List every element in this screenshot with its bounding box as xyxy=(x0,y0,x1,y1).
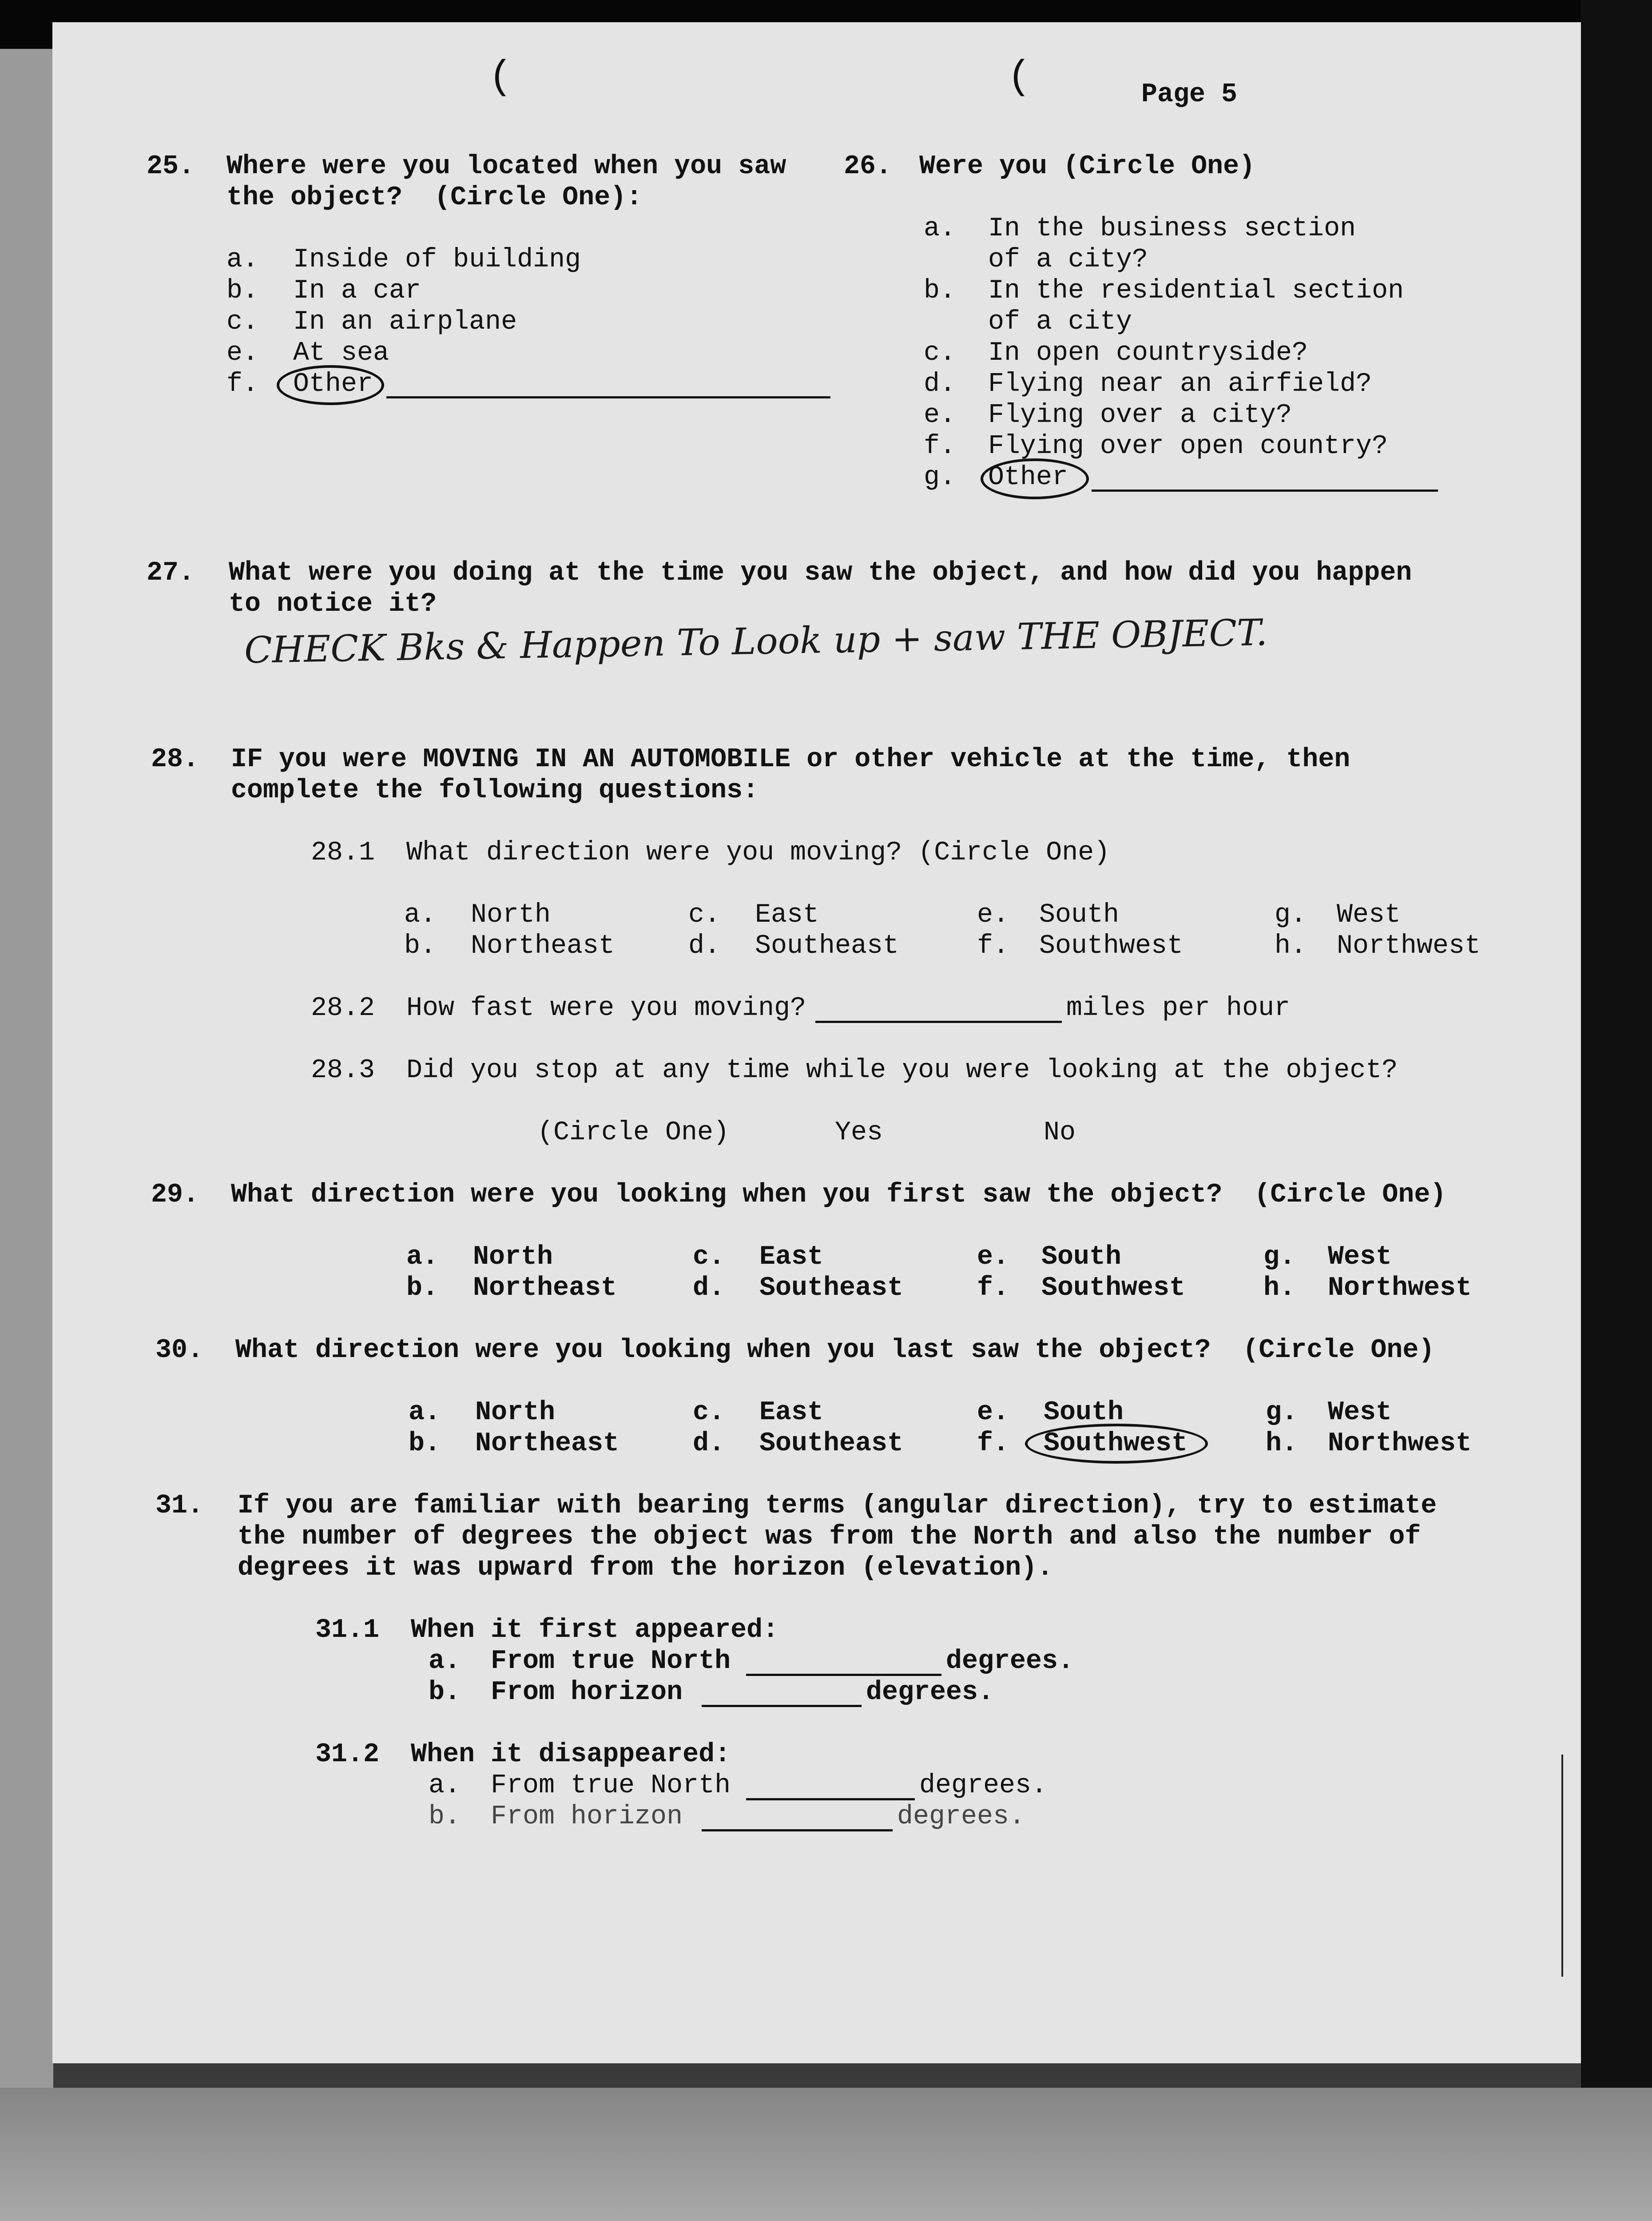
q25-option-text[interactable]: In a car xyxy=(293,276,421,306)
q31-2-b-blank[interactable] xyxy=(702,1829,893,1831)
q30-option-southwest-selected[interactable]: Southwest xyxy=(1044,1429,1188,1459)
q27-text-line1: What were you doing at the time you saw the object, and how did you happen xyxy=(229,558,1412,588)
q31-1-b-letter: b. xyxy=(429,1677,461,1708)
q30-circled-answer xyxy=(1025,1424,1208,1464)
q28-1-option-text[interactable]: North xyxy=(471,900,551,930)
q29-option-text[interactable]: East xyxy=(759,1242,824,1272)
q31-1-b-blank[interactable] xyxy=(702,1705,862,1707)
q26-option-text[interactable]: Flying over open country? xyxy=(988,431,1388,462)
q28-1-option-letter: a. xyxy=(404,900,437,930)
q28-2-number: 28.2 xyxy=(311,993,375,1023)
q29-option-letter: e. xyxy=(977,1242,1009,1272)
q30-option-text[interactable]: East xyxy=(759,1397,824,1428)
q30-option-letter: h. xyxy=(1266,1429,1298,1459)
q30-option-letter: b. xyxy=(409,1429,441,1459)
page-number: Page 5 xyxy=(1141,80,1238,110)
q25-option-letter: c. xyxy=(226,307,259,337)
q28-2-suffix: miles per hour xyxy=(1066,993,1291,1023)
form-page xyxy=(52,22,1581,2063)
q26-number: 26. xyxy=(844,151,892,182)
q28-1-option-letter: d. xyxy=(688,931,721,961)
q28-2-speed-blank[interactable] xyxy=(815,1021,1062,1023)
q30-option-letter: f. xyxy=(977,1429,1009,1459)
q30-option-text[interactable]: South xyxy=(1044,1397,1124,1428)
q30-option-letter: a. xyxy=(409,1397,441,1428)
q28-1-option-letter: c. xyxy=(688,900,721,930)
q31-1-b-suffix: degrees. xyxy=(866,1677,994,1708)
q31-2-heading: When it disappeared: xyxy=(411,1739,731,1770)
q26-option-letter: c. xyxy=(924,338,956,368)
punch-mark-right: ( xyxy=(1007,55,1032,100)
q26-option-text[interactable]: of a city xyxy=(988,307,1132,337)
q26-other-blank[interactable] xyxy=(1092,490,1438,492)
q26-option-letter: b. xyxy=(924,276,956,306)
q29-option-text[interactable]: Southeast xyxy=(759,1273,904,1303)
q25-option-letter: f. xyxy=(226,369,259,399)
q29-option-letter: f. xyxy=(977,1273,1009,1303)
q30-option-text[interactable]: Northeast xyxy=(475,1429,620,1459)
q26-option-letter: d. xyxy=(924,369,956,399)
q25-option-letter: a. xyxy=(226,245,259,275)
q31-2-b-text: From horizon xyxy=(491,1802,683,1832)
q29-option-text[interactable]: Northwest xyxy=(1328,1273,1472,1303)
q29-option-letter: c. xyxy=(693,1242,725,1272)
q29-option-text[interactable]: West xyxy=(1328,1242,1392,1272)
q29-option-letter: b. xyxy=(406,1273,439,1303)
q30-option-text[interactable]: West xyxy=(1328,1397,1392,1428)
q26-option-letter: e. xyxy=(924,400,956,430)
q28-1-option-text[interactable]: South xyxy=(1039,900,1120,930)
q30-option-text[interactable]: Northwest xyxy=(1328,1429,1472,1459)
q31-2-a-text: From true North xyxy=(491,1771,731,1801)
q31-1-heading: When it first appeared: xyxy=(411,1615,779,1645)
q26-option-letter: a. xyxy=(924,214,956,244)
q31-2-b-suffix: degrees. xyxy=(897,1802,1025,1832)
q28-1-option-letter: g. xyxy=(1275,900,1307,930)
q25-option-other-selected[interactable]: Other xyxy=(293,369,373,399)
q28-1-option-letter: b. xyxy=(404,931,437,961)
q31-text-line3: degrees it was upward from the horizon (elevation). xyxy=(238,1553,1053,1583)
q31-2-a-blank[interactable] xyxy=(746,1798,915,1800)
q25-option-text[interactable]: At sea xyxy=(293,338,389,368)
q30-question: What direction were you looking when you last saw the object? (Circle One) xyxy=(235,1335,1435,1365)
q31-1-a-blank[interactable] xyxy=(746,1674,941,1676)
q28-1-option-text[interactable]: Northwest xyxy=(1337,931,1481,961)
q30-option-letter: e. xyxy=(977,1397,1009,1428)
q26-option-text[interactable]: In open countryside? xyxy=(988,338,1308,368)
q26-option-text[interactable]: Flying near an airfield? xyxy=(988,369,1372,399)
q25-other-blank[interactable] xyxy=(386,396,830,398)
q31-2-number: 31.2 xyxy=(315,1739,380,1770)
q28-1-option-text[interactable]: East xyxy=(755,900,819,930)
q31-1-a-text: From true North xyxy=(491,1646,731,1676)
q27-handwritten-answer[interactable]: CHECK Bks & Happen To Look up + saw THE OBJECT. xyxy=(244,611,1268,672)
q29-option-text[interactable]: South xyxy=(1041,1242,1122,1272)
q25-option-text[interactable]: In an airplane xyxy=(293,307,517,337)
q28-number: 28. xyxy=(151,744,199,775)
scan-border-right xyxy=(1581,0,1652,2088)
q25-number: 25. xyxy=(147,151,195,182)
q30-option-text[interactable]: Southeast xyxy=(759,1429,904,1459)
q28-1-option-letter: e. xyxy=(977,900,1009,930)
page-edge-rule xyxy=(1561,1755,1563,1977)
q26-option-letter: f. xyxy=(924,431,956,462)
q25-option-letter: b. xyxy=(226,276,259,306)
q29-option-text[interactable]: Northeast xyxy=(473,1273,617,1303)
q29-option-text[interactable]: North xyxy=(473,1242,553,1272)
q28-3-question: Did you stop at any time while you were looking at the object? xyxy=(406,1055,1398,1086)
q28-text-line2: complete the following questions: xyxy=(231,776,759,806)
q28-1-option-text[interactable]: Southeast xyxy=(755,931,899,961)
q31-2-b-letter: b. xyxy=(429,1802,461,1832)
q25-option-text[interactable]: Inside of building xyxy=(293,245,581,275)
q28-3-no-option[interactable]: No xyxy=(1044,1118,1076,1148)
q29-option-letter: h. xyxy=(1263,1273,1296,1303)
q28-3-circle-instruction: (Circle One) xyxy=(537,1118,730,1148)
q29-number: 29. xyxy=(151,1180,199,1210)
q30-option-letter: d. xyxy=(693,1429,725,1459)
q26-option-text[interactable]: In the business section xyxy=(988,214,1356,244)
punch-mark-left: ( xyxy=(488,55,513,100)
q25-option-letter: e. xyxy=(226,338,259,368)
q31-1-a-suffix: degrees. xyxy=(946,1646,1074,1676)
q31-text-line1: If you are familiar with bearing terms (angular direction), try to estimate xyxy=(238,1491,1437,1521)
q28-1-question: What direction were you moving? (Circle One) xyxy=(406,838,1110,868)
q29-option-letter: g. xyxy=(1263,1242,1296,1272)
q29-option-text[interactable]: Southwest xyxy=(1041,1273,1186,1303)
q31-2-a-letter: a. xyxy=(429,1771,461,1801)
q28-1-option-text[interactable]: West xyxy=(1337,900,1401,930)
q28-3-yes-option[interactable]: Yes xyxy=(835,1118,883,1148)
q26-option-text[interactable]: Flying over a city? xyxy=(988,400,1292,430)
q29-option-letter: a. xyxy=(406,1242,439,1272)
q31-2-a-suffix: degrees. xyxy=(919,1771,1048,1801)
q28-1-number: 28.1 xyxy=(311,838,375,868)
q28-1-option-letter: h. xyxy=(1275,931,1307,961)
q30-number: 30. xyxy=(155,1335,204,1365)
q26-option-letter: g. xyxy=(924,462,956,493)
q28-2-question: How fast were you moving? xyxy=(406,993,806,1023)
q28-1-option-text[interactable]: Southwest xyxy=(1039,931,1183,961)
q25-text-line2: the object? (Circle One): xyxy=(226,183,643,213)
q30-option-letter: g. xyxy=(1266,1397,1298,1428)
q31-1-b-text: From horizon xyxy=(491,1677,683,1708)
q29-question: What direction were you looking when you first saw the object? (Circle One) xyxy=(231,1180,1446,1210)
q26-circled-answer xyxy=(981,458,1089,499)
q26-text: Were you (Circle One) xyxy=(919,151,1255,182)
q25-circled-answer xyxy=(277,365,384,405)
q30-option-text[interactable]: North xyxy=(475,1397,556,1428)
q31-number: 31. xyxy=(155,1491,204,1521)
scan-background xyxy=(0,2088,1652,2221)
q26-option-other-selected[interactable]: Other xyxy=(988,462,1068,493)
q31-1-number: 31.1 xyxy=(315,1615,380,1645)
q28-1-option-text[interactable]: Northeast xyxy=(471,931,615,961)
q25-text-line1: Where were you located when you saw xyxy=(226,151,786,182)
q26-option-text[interactable]: of a city? xyxy=(988,245,1148,275)
q27-number: 27. xyxy=(147,558,195,588)
q27-text-line2: to notice it? xyxy=(229,589,437,619)
q29-option-letter: d. xyxy=(693,1273,725,1303)
q26-option-text[interactable]: In the residential section xyxy=(988,276,1404,306)
q31-1-a-letter: a. xyxy=(429,1646,461,1676)
q28-3-number: 28.3 xyxy=(311,1055,375,1086)
q28-1-option-letter: f. xyxy=(977,931,1009,961)
q28-text-line1: IF you were MOVING IN AN AUTOMOBILE or other vehicle at the time, then xyxy=(231,744,1350,775)
q31-text-line2: the number of degrees the object was from the North and also the number of xyxy=(238,1522,1421,1552)
q30-option-letter: c. xyxy=(693,1397,725,1428)
